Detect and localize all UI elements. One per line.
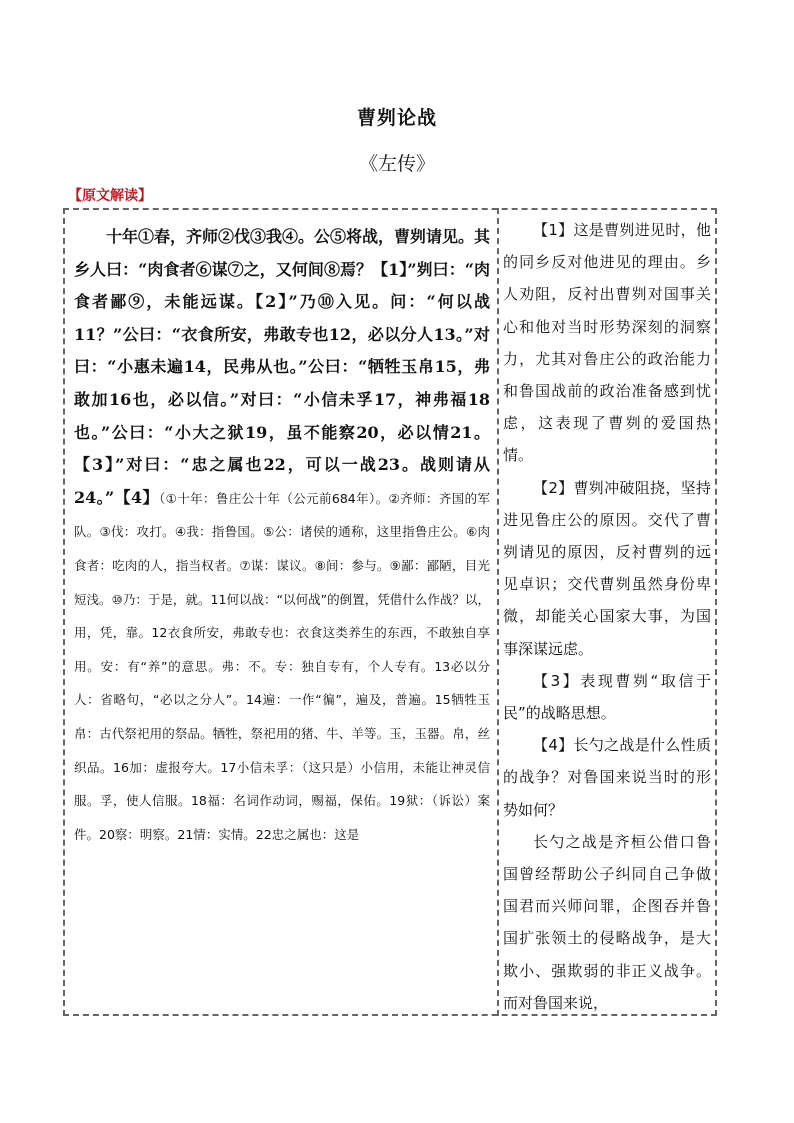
page-subtitle: 《左传》 xyxy=(358,153,435,175)
section-label: 【原文解读】 xyxy=(68,185,152,205)
column-divider xyxy=(497,208,499,1016)
original-text: 十年①春，齐师②伐③我④。公⑤将战，曹刿请见。其乡人曰：“肉食者⑥谋⑦之，又何间⑧焉？【1】”刿曰：“肉食者鄙⑨，未能远谋。【2】”乃⑩入见。问：“何以战11？”公曰：“衣食所安，弗敢专也12，必以分人13。”对曰：“小惠未遍14，民弗从也。”公曰：“牺牲玉帛15，弗敢加16也，必以信。”对曰：“小信未孚17，神弗福18也。”公曰：“小大之狱19，虽不能察20，必以情21。【3】”对曰：“忠之属也22，可以一战23。战则请从24。”【4】 xyxy=(74,227,491,507)
footnotes-text: （①十年：鲁庄公十年（公元前684年）。②齐师：齐国的军队。③伐：攻打。④我：指鲁国。⑤公：诸侯的通称，这里指鲁庄公。⑥肉食者：吃肉的人，指当权者。⑦谋：谋议。⑧间：参与。⑨鄙：鄙陋，目光短浅。⑩乃：于是，就。11何以战：“以何战”的倒置，凭借什么作战？以，用，凭，靠。12衣食所安，弗敢专也：衣食这类养生的东西，不敢独自享用。安：有“养”的意思。弗：不。专：独自专有，个人专有。13必以分人：省略句，“必以之分人”。14遍：一作“徧”，遍及，普遍。15牺牲玉帛：古代祭祀用的祭品。牺牲，祭祀用的猪、牛、羊等。玉，玉器。帛，丝织品。16加：虚报夸大。17小信未孚：（这只是）小信用，未能让神灵信服。孚，使人信服。18福：名词作动词，赐福，保佑。19狱：（诉讼）案件。20察：明察。21情：实情。22忠之属也：这是 xyxy=(74,490,490,842)
annotation-3: 【3】表现曹刿“取信于民”的战略思想。 xyxy=(503,671,711,723)
annotation-4: 【4】长勺之战是什么性质的战争？对鲁国来说当时的形势如何？ xyxy=(503,736,711,819)
page-title: 曹刿论战 xyxy=(356,107,437,129)
annotation-1: 【1】这是曹刿进见时，他的同乡反对他进见的理由。乡人劝阻，反衬出曹刿对国事关心和他对当时形势深刻的洞察力，尤其对鲁庄公的政治能力和鲁国战前的政治准备感到忧虑，这表现了曹刿的爱国热情。 xyxy=(503,221,711,465)
annotation-4-answer: 长勺之战是齐桓公借口鲁国曾经帮助公子纠同自己争做国君而兴师问罪，企图吞并鲁国扩张领土的侵略战争，是大欺小、强欺弱的非正义战争。而对鲁国来说， xyxy=(503,832,711,1012)
annotation-column xyxy=(503,214,711,1019)
annotation-2: 【2】曹刿冲破阻挠，坚持进见鲁庄公的原因。交代了曹刿请见的原因，反衬曹刿的远见卓识；交代曹刿虽然身份卑微，却能关心国家大事，为国事深谋远虑。 xyxy=(503,478,711,658)
original-text-column xyxy=(74,221,490,851)
